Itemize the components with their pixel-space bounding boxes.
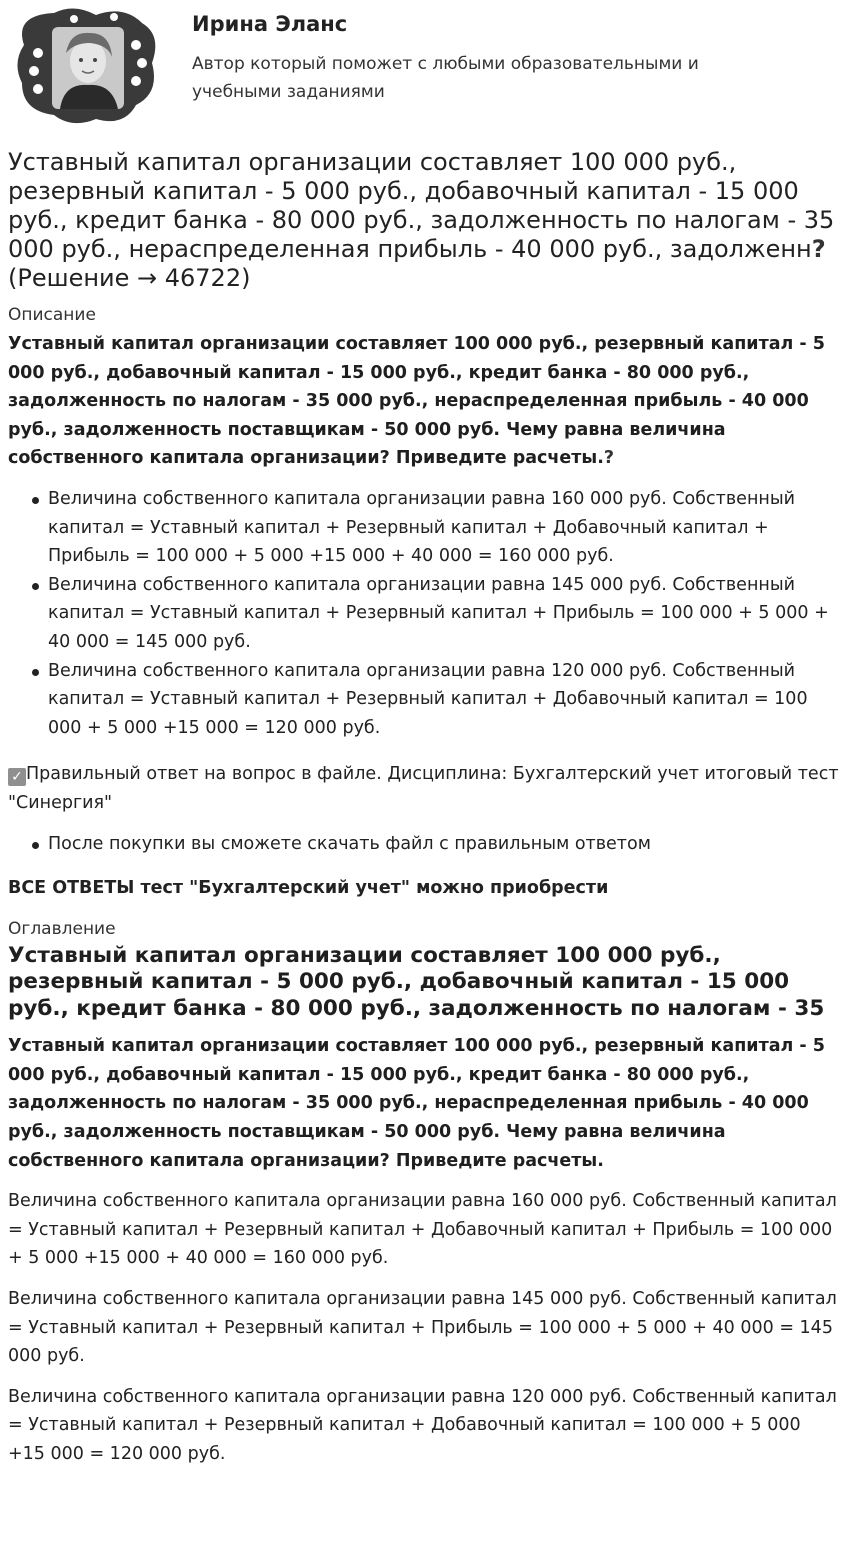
- solution-paragraph: Величина собственного капитала организации равна 160 000 руб. Собственный капитал = Уставный капитал + Резервный капитал + Добавочный капитал + Прибыль = 100 000 + 5 000 +15 000 + 40 000 = 160 000 руб.: [8, 1191, 837, 1269]
- section-heading: Уставный капитал организации составляет 100 000 руб., резервный капитал - 5 000 руб., добавочный капитал - 15 000 руб., кредит банка - 80 000 руб., задолженность по налогам - 35: [8, 942, 825, 1021]
- page-title-suffix: (Решение → 46722): [8, 264, 251, 292]
- author-name[interactable]: Ирина Эланс: [192, 12, 348, 36]
- purchase-note: После покупки вы сможете скачать файл с правильным ответом: [48, 830, 839, 859]
- author-header: [8, 0, 839, 138]
- answer-options-list: [8, 485, 839, 742]
- purchase-list: [8, 830, 839, 859]
- page-title-text: Уставный капитал организации составляет 100 000 руб., резервный капитал - 5 000 руб., добавочный капитал - 15 000 руб., кредит банка - 80 000 руб., задолженность по налогам - 35 000 руб., нераспределенная прибыль - 40 000 руб., задолженн: [8, 148, 835, 263]
- question-mark-icon: ?: [811, 235, 826, 263]
- answer-note: [8, 760, 839, 817]
- answer-option: Величина собственного капитала организации равна 145 000 руб. Собственный капитал = Уставный капитал + Резервный капитал + Прибыль = 100 000 + 5 000 + 40 000 = 145 000 руб.: [48, 571, 839, 657]
- author-description: Автор который поможет с любыми образовательными и учебными заданиями: [192, 54, 699, 102]
- page-title: [8, 148, 839, 293]
- answer-option: Величина собственного капитала организации равна 120 000 руб. Собственный капитал = Уставный капитал + Резервный капитал + Добавочный капитал = 100 000 + 5 000 +15 000 = 120 000 руб.: [48, 657, 839, 743]
- description-label: Описание: [8, 305, 96, 325]
- check-mark-icon: ✓: [8, 768, 26, 786]
- solution-paragraph: Величина собственного капитала организации равна 145 000 руб. Собственный капитал = Уставный капитал + Резервный капитал + Прибыль = 100 000 + 5 000 + 40 000 = 145 000 руб.: [8, 1288, 837, 1367]
- answer-note-text: Правильный ответ на вопрос в файле. Дисциплина: Бухгалтерский учет итоговый тест "Синергия": [8, 764, 839, 813]
- question-mark-icon: ?: [603, 448, 615, 469]
- toc-label: Оглавление: [8, 918, 116, 939]
- solution-paragraph: Величина собственного капитала организации равна 120 000 руб. Собственный капитал = Уставный капитал + Резервный капитал + Добавочный капитал = 100 000 + 5 000 +15 000 = 120 000 руб.: [8, 1386, 837, 1464]
- all-answers-link[interactable]: ВСЕ ОТВЕТЫ тест "Бухгалтерский учет" можно приобрести: [8, 878, 609, 899]
- question-text: [8, 330, 839, 473]
- question-text-content: Уставный капитал организации составляет 100 000 руб., резервный капитал - 5 000 руб., добавочный капитал - 15 000 руб., кредит банка - 80 000 руб., задолженность по налогам - 35 000 руб., нераспределенная прибыль - 40 000 руб., задолженность поставщикам - 50 000 руб. Чему равна величина собственного капитала организации? Приведите расчеты.: [8, 334, 825, 469]
- question-repeat: Уставный капитал организации составляет 100 000 руб., резервный капитал - 5 000 руб., добавочный капитал - 15 000 руб., кредит банка - 80 000 руб., задолженность по налогам - 35 000 руб., нераспределенная прибыль - 40 000 руб., задолженность поставщикам - 50 000 руб. Чему равна величина собственного капитала организации? Приведите расчеты.: [8, 1036, 825, 1171]
- author-avatar[interactable]: [14, 5, 160, 127]
- answer-option: Величина собственного капитала организации равна 160 000 руб. Собственный капитал = Уставный капитал + Резервный капитал + Добавочный капитал + Прибыль = 100 000 + 5 000 +15 000 + 40 000 = 160 000 руб.: [48, 485, 839, 571]
